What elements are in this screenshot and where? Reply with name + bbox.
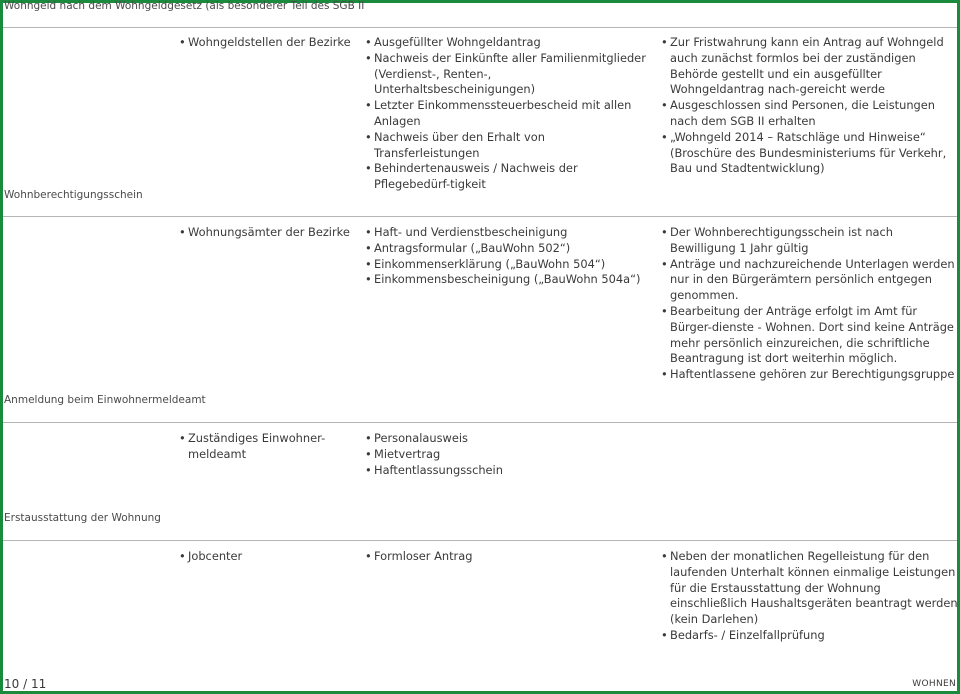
- list-item: • Nachweis über den Erhalt von Transferleistungen: [364, 130, 650, 162]
- list-item: • Neben der monatlichen Regelleistung für den laufenden Unterhalt können einmalige Leistungen für die Erstausstattung der Wohnung einschließlich Haushaltsgeräten beantragt werden (kein Darlehen): [660, 549, 958, 628]
- list-item: • Der Wohnberechtigungsschein ist nach Bewilligung 1 Jahr gültig: [660, 225, 958, 257]
- row-1-notes: [660, 225, 958, 383]
- section-title-erstausstattung: Erstausstattung der Wohnung: [4, 512, 161, 524]
- list-item: • Jobcenter: [178, 549, 356, 565]
- row-0-documents: [364, 35, 650, 193]
- list-item: • Nachweis der Einkünfte aller Familienmitglieder (Verdienst-, Renten-, Unterhaltsbescheinigungen): [364, 51, 650, 98]
- list-item: • Antragsformular („BauWohn 502“): [364, 241, 650, 257]
- row-3-notes: [660, 549, 958, 644]
- row-2-authority: [178, 431, 356, 463]
- section-title-wohnberechtigungsschein: Wohnberechtigungsschein: [4, 189, 143, 201]
- list-item: • Haftentlassungsschein: [364, 463, 650, 479]
- list-item: • Einkommensbescheinigung („BauWohn 504a“): [364, 272, 650, 288]
- section-title-anmeldung: Anmeldung beim Einwohnermeldeamt: [4, 394, 206, 406]
- row-3-authority: [178, 549, 356, 565]
- list-item: • Wohnungsämter der Bezirke: [178, 225, 356, 241]
- divider: [3, 216, 957, 217]
- list-item: • Zur Fristwahrung kann ein Antrag auf Wohngeld auch zunächst formlos bei der zuständigen Behörde gestellt und ein ausgefüllter Wohngeldantrag nach-gereicht werde: [660, 35, 958, 98]
- list-item: • Letzter Einkommenssteuerbescheid mit allen Anlagen: [364, 98, 650, 130]
- list-item: • Ausgeschlossen sind Personen, die Leistungen nach dem SGB II erhalten: [660, 98, 958, 130]
- list-item: • Ausgefüllter Wohngeldantrag: [364, 35, 650, 51]
- list-item: • Behindertenausweis / Nachweis der Pflegebedürf-tigkeit: [364, 161, 650, 193]
- list-item: • Einkommenserklärung („BauWohn 504“): [364, 257, 650, 273]
- page-number: 10 / 11: [4, 677, 47, 691]
- row-0-notes: [660, 35, 958, 177]
- list-item: • Zuständiges Einwohner-meldeamt: [178, 431, 356, 463]
- footer-section-label: WOHNEN: [912, 679, 956, 689]
- row-0-authority: [178, 35, 356, 51]
- divider: [3, 540, 957, 541]
- divider: [3, 422, 957, 423]
- top-heading: Wohngeld nach dem Wohngeldgesetz (als besonderer Teil des SGB II: [4, 0, 365, 12]
- row-1-documents: [364, 225, 650, 288]
- row-3-documents: [364, 549, 650, 565]
- list-item: • Wohngeldstellen der Bezirke: [178, 35, 356, 51]
- row-2-documents: [364, 431, 650, 478]
- list-item: • Haftentlassene gehören zur Berechtigungsgruppe: [660, 367, 958, 383]
- list-item: • „Wohngeld 2014 – Ratschläge und Hinweise“ (Broschüre des Bundesministeriums für Verkehr, Bau und Stadtentwicklung): [660, 130, 958, 177]
- list-item: • Anträge und nachzureichende Unterlagen werden nur in den Bürgerämtern persönlich entgegen genommen.: [660, 257, 958, 304]
- divider: [3, 27, 957, 28]
- list-item: • Bedarfs- / Einzelfallprüfung: [660, 628, 958, 644]
- list-item: • Formloser Antrag: [364, 549, 650, 565]
- list-item: • Personalausweis: [364, 431, 650, 447]
- list-item: • Haft- und Verdienstbescheinigung: [364, 225, 650, 241]
- list-item: • Mietvertrag: [364, 447, 650, 463]
- row-1-authority: [178, 225, 356, 241]
- list-item: • Bearbeitung der Anträge erfolgt im Amt für Bürger-dienste - Wohnen. Dort sind keine Anträge mehr persönlich einzureichen, die schriftliche Beantragung ist dort weiterhin möglich.: [660, 304, 958, 367]
